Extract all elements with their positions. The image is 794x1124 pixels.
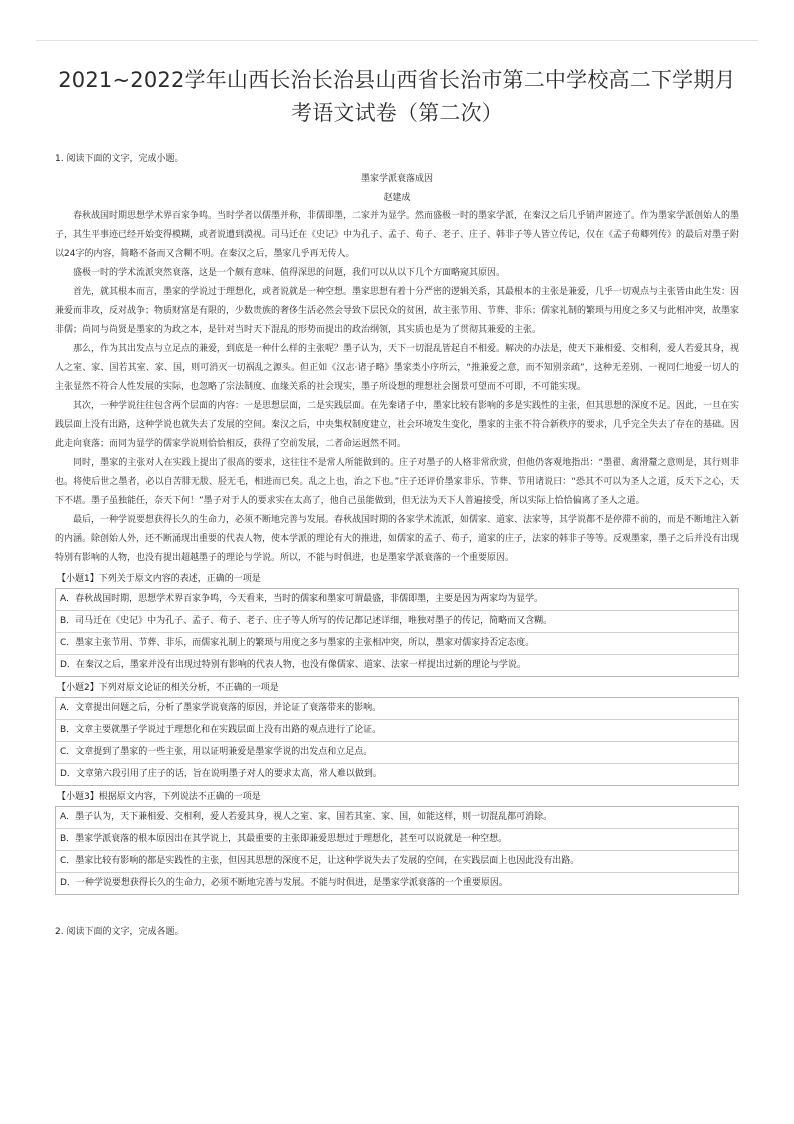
- article-title: 墨家学派衰落成因: [360, 174, 433, 184]
- subquestion-2: [55, 680, 739, 786]
- article-body: [55, 207, 739, 568]
- option-c[interactable]: C．墨家主张节用、节葬、非乐，而儒家礼制上的繁琐与用度之多与墨家的主张相冲突，所以，墨家对儒家持否定态度。: [56, 632, 738, 654]
- article-paragraph: 那么，作为其出发点与立足点的兼爱，到底是一种什么样的主张呢？墨子认为，天下一切混乱皆起自不相爱。解决的办法是，使天下兼相爱、交相利，爱人若爱其身，视人之室、家、国若其室、家、国，则可消灭一切祸乱之源头。但正如《汉志·诸子略》墨家类小序所云，“推兼爱之意，而不知别亲疏”，这种无差别、一视同仁地爱一切人的主张显然不符合人性发展的实际，也忽略了宗法制度、血缘关系的社会现实，墨子所设想的理想社会图景可望而不可即，不可能实现。: [55, 344, 740, 392]
- article-paragraph: 首先，就其根本而言，墨家的学说过于理想化，或者说就是一种空想。墨家思想有着十分严密的逻辑关系，其最根本的主张是兼爱，几乎一切观点与主张皆由此生发：因兼爱而非攻，反对战争；物质财富是有限的，少数贵族的奢侈生活必然会导致下层民众的贫困，故主张节用、节葬、非乐；儒家礼制的繁琐与用度之多又与此相冲突，故墨家非儒；尚同与尚贤是墨家的为政之本，是针对当时天下混乱的形势而提出的政治纲领，其实质也是为了贯彻其兼爱的主张。: [55, 287, 740, 335]
- option-b[interactable]: B．文章主要就墨子学说过于理想化和在实践层面上没有出路的观点进行了论证。: [56, 719, 738, 741]
- subquestion-title: 【小题1】下列关于原文内容的表述，正确的一项是: [57, 574, 261, 584]
- article-paragraph: 春秋战国时期思想学术界百家争鸣。当时学者以儒墨并称，非儒即墨，二家并为显学。然而盛极一时的墨家学派，在秦汉之后几乎销声匿迹了。作为墨家学派创始人的墨子，其生平事迹已经开始变得模糊，或者说遭到漠视。司马迁在《史记》中为孔子、孟子、荀子、老子、庄子、韩非子等人皆立传记，仅在《孟子荀卿列传》的最后对墨子附以24字的内容，简略不备而又含糊不明。在秦汉之后，墨家几乎再无传人。: [55, 211, 740, 259]
- article-author: 赵建成: [383, 193, 411, 203]
- option-a[interactable]: A．春秋战国时期，思想学术界百家争鸣，今天看来，当时的儒家和墨家可谓最盛，非儒即墨，主要是因为两家均为显学。: [60, 594, 544, 604]
- article-paragraph: 同时，墨家的主张对人在实践上提出了很高的要求，这往往不是常人所能做到的。庄子对墨子的人格非常欣赏，但他仍客观地指出：“墨翟、禽滑釐之意则是，其行则非也。将使后世之墨者，必以自苦腓无胈、胫无毛，相进而已矣。乱之上也，治之下也。”庄子还评价墨家非乐、节葬、节用诸说曰：“恐其不可以为圣人之道，反天下之心，天下不堪。墨子虽独能任，奈天下何！”墨子对于人的要求实在太高了，他自己虽能做到，但无法为天下人普遍接受，所以实际上恰恰偏离了圣人之道。: [55, 458, 739, 506]
- article-paragraph: 其次，一种学说往往包含两个层面的内容：一是思想层面，二是实践层面。在先秦诸子中，墨家比较有影响的多是实践性的主张，但其思想的深度不足。因此，一旦在实践层面上没有出路，这种学说也就失去了发展的空间。秦汉之后，中央集权制度建立，社会环境发生变化，墨家的主张不符合新秩序的要求，几乎完全失去了存在的基础。因此走向衰落；而同为显学的儒家学说则恰恰相反，获得了空前发展，二者命运迥然不同。: [55, 401, 740, 449]
- option-d[interactable]: D．一种学说要想获得长久的生命力，必须不断地完善与发展。不能与时俱进，是墨家学派衰落的一个重要原因。: [56, 872, 738, 894]
- option-d[interactable]: D．在秦汉之后，墨家并没有出现过特别有影响的代表人物，也没有像儒家、道家、法家一样提出过新的理论与学说。: [56, 654, 738, 676]
- subquestion-title: 【小题2】下列对原文论证的相关分析，不正确的一项是: [57, 683, 279, 693]
- option-c[interactable]: C．文章提到了墨家的一些主张，用以证明兼爱是墨家学说的出发点和立足点。: [56, 741, 738, 763]
- option-d[interactable]: D．文章第六段引用了庄子的话，旨在说明墨子对人的要求太高，常人难以做到。: [56, 763, 738, 785]
- option-b[interactable]: B．墨家学派衰落的根本原因出在其学说上，其最重要的主张即兼爱思想过于理想化，甚至可以说就是一种空想。: [56, 828, 738, 850]
- question-2-instruction: 2. 阅读下面的文字，完成各题。: [55, 927, 184, 937]
- subquestion-1: [55, 571, 739, 677]
- option-a[interactable]: A．墨子认为，天下兼相爱、交相利，爱人若爱其身，视人之室、家、国若其室、家、国，如能这样，则一切混乱都可消除。: [60, 812, 553, 822]
- subquestion-3: [55, 789, 739, 895]
- option-list: [55, 806, 739, 895]
- article-paragraph: 盛极一时的学术流派突然衰落，这是一个颇有意味、值得深思的问题，我们可以从以下几个方面略窥其原因。: [73, 268, 506, 278]
- subquestion-title: 【小题3】根据原文内容，下列说法不正确的一项是: [57, 792, 261, 802]
- option-a[interactable]: A．文章提出问题之后，分析了墨家学说衰落的原因，并论证了衰落带来的影响。: [60, 703, 382, 713]
- top-divider: [36, 40, 758, 41]
- article-paragraph: 最后，一种学说要想获得长久的生命力，必须不断地完善与发展。春秋战国时期的各家学术流派，如儒家、道家、法家等，其学说都不是停滞不前的，而是不断地注入新的内涵。除创始人外，还不断涌现出重要的代表人物，使本学派的理论有大的推进，如儒家的孟子、荀子，道家的庄子，法家的韩非子等等。反观墨家，墨子之后并没有出现特别有影响的人物，也没有提出超越墨子的理论与学说。所以，不能与时俱进，也是墨家学派衰落的一个重要原因。: [55, 515, 740, 563]
- option-b[interactable]: B．司马迁在《史记》中为孔子、孟子、荀子、老子、庄子等人所写的传记都记述详细，唯独对墨子的传记，简略而又含糊。: [56, 610, 738, 632]
- option-list: [55, 588, 739, 677]
- exam-title: 2021~2022学年山西长治长治县山西省长治市第二中学校高二下学期月考语文试卷（第二次）: [58, 68, 736, 125]
- option-c[interactable]: C．墨家比较有影响的都是实践性的主张，但因其思想的深度不足，让这种学说失去了发展的空间，在实践层面上也因此没有出路。: [56, 850, 738, 872]
- question-1-instruction: 1. 阅读下面的文字，完成小题。: [55, 154, 184, 164]
- option-list: [55, 697, 739, 786]
